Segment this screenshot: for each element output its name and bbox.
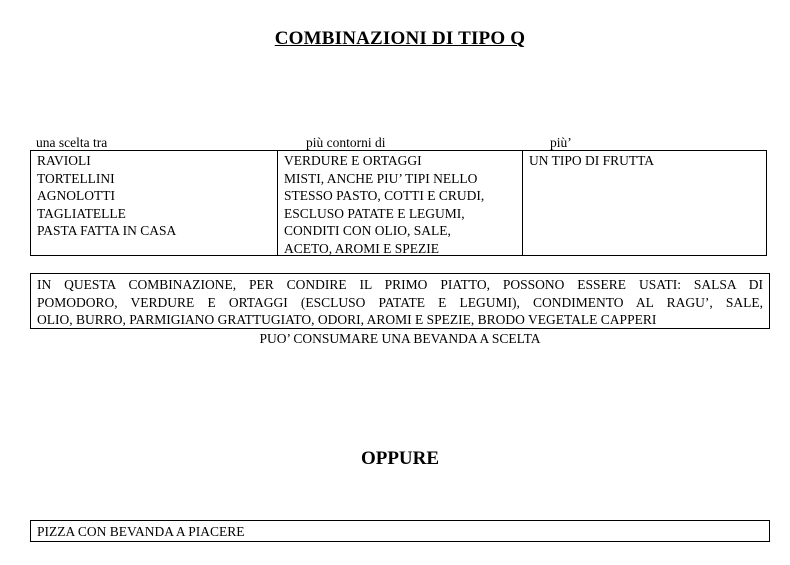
side-dish-column [278,151,523,255]
fruit-item: UN TIPO DI FRUTTA [529,153,655,168]
first-course-item: TAGLIATELLE [37,205,126,221]
first-course-item: RAVIOLI [37,153,91,168]
first-course-item: TORTELLINI [37,170,115,186]
pizza-option [30,520,770,542]
header-side-dishes: più contorni di [306,135,386,150]
side-dish-line: VERDURE E ORTAGGI [284,153,422,168]
note-line: IN QUESTA COMBINAZIONE, PER CONDIRE IL PRIMO PIATTO, POSSONO ESSERE USATI: SALSA DI [37,277,763,292]
oppure-heading: OPPURE [360,448,440,469]
options-table [30,150,767,256]
seasoning-note [30,273,770,329]
drink-note: PUO’ CONSUMARE UNA BEVANDA A SCELTA [259,331,541,346]
side-dish-line: CONDITI CON OLIO, SALE, [284,223,451,238]
side-dish-line: STESSO PASTO, COTTI E CRUDI, [284,188,485,203]
side-dish-line: ACETO, AROMI E SPEZIE [284,240,440,256]
pizza-option-text: PIZZA CON BEVANDA A PIACERE [37,524,245,539]
fruit-column [523,151,766,255]
page-title: COMBINAZIONI DI TIPO Q [274,28,526,49]
first-course-item: PASTA FATTA IN CASA [37,223,177,238]
note-line: OLIO, BURRO, PARMIGIANO GRATTUGIATO, ODORI, AROMI E SPEZIE, BRODO VEGETALE CAPPERI [37,312,657,327]
side-dish-line: ESCLUSO PATATE E LEGUMI, [284,205,465,221]
header-choice: una scelta tra [36,135,108,150]
first-course-item: AGNOLOTTI [37,188,115,203]
header-plus: più’ [550,135,572,150]
side-dish-line: MISTI, ANCHE PIU’ TIPI NELLO [284,170,478,186]
note-line: POMODORO, VERDURE E ORTAGGI (ESCLUSO PATATE E LEGUMI), CONDIMENTO AL RAGU’, SALE, [37,294,763,310]
first-course-column [31,151,278,255]
